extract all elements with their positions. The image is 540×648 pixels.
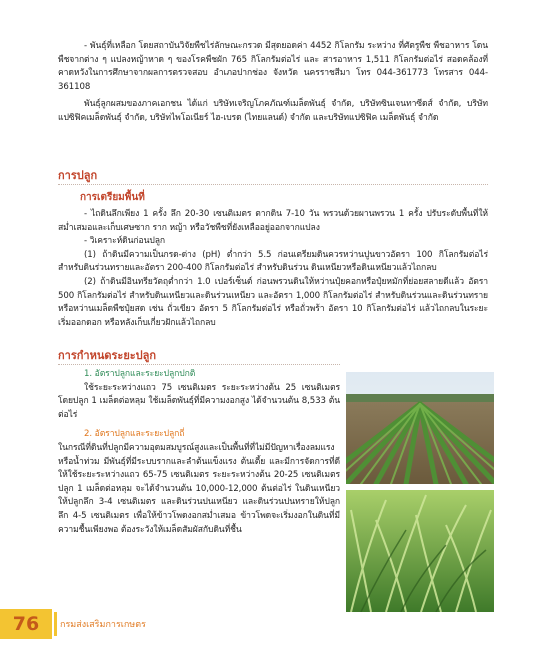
normal-rate-title: 1. อัตราปลูกและระยะปลูกปกติ [84,369,196,379]
organic-matter-paragraph: (2) ถ้าดินมีอินทรียวัตถุต่ำกว่า 1.0 เปอร์เซ็นต์ ก่อนพรวนดินให้หว่านปุ๋ยคอกหรือปุ๋ยหมักที่ย่อยสลายดีแล้ว อัตรา 500 กิโลกรัมต่อไร่ สำหรับดินเหนียวและดินร่วนเหนียว และอัตรา 1,000 กิโลกรัมต่อไร่ สำหรับดินร่วนและดินร่วนทราย หรือหว่านเมล็ดพืชปุ๋ยสด เช่น ถั่วเขียว อัตรา 5 กิโลกรัมต่อไร่ หรือถั่วพร้า อัตรา 10 กิโลกรัมต่อไร่ แล้วไถกลบในระยะเริ่มออกดอก หรือหลังเก็บเกี่ยวฝักแล้วไถกลบ [58,276,488,328]
spacing-block [58,368,340,537]
footer-publication: กรมส่งเสริมการเกษตร [60,620,146,630]
footer-divider [54,612,57,636]
section-heading-planting: การปลูก [58,169,98,182]
dense-corn-field-photo [346,490,494,612]
soil-ph-paragraph: (1) ถ้าดินมีความเป็นกรด-ด่าง (pH) ต่ำกว่า 5.5 ก่อนเตรียมดินควรหว่านปูนขาวอัตรา 100 กิโลกรัมต่อไร่ สำหรับดินร่วนทรายและอัตรา 200-400 กิโลกรัมต่อไร่ สำหรับดินร่วน ดินเหนียวหรือดินเหนียวแล้วไถกลบ [58,249,488,274]
section-divider [58,184,488,185]
dense-rate-body: ในกรณีที่ดินที่ปลูกมีความอุดมสมบูรณ์สูงและเป็นพื้นที่ที่ไม่มีปัญหาเรื่องลมแรง หรือน้ำท่วม มีพันธุ์ที่มีระบบรากและลำต้นแข็งแรง ต้นเตี้ย และมีการจัดการที่ดีให้ใช้ระยะระหว่างแถว 65-75 เซนติเมตร ระยะระหว่างต้น 20-25 เซนติเมตร ปลูก 1 เมล็ดต่อหลุม จะได้จำนวนต้น 10,000-12,000 ต้นต่อไร่ ในดินเหนียวให้ปลูกลึก 3-4 เซนติเมตร และดินร่วนปนเหนียว และดินร่วนปนทรายให้ปลูกลึก 4-5 เซนติเมตร เพื่อให้ข้าวโพดงอกสม่ำเสมอ ข้าวโพดจะเริ่มงอกในดินที่มีความชื้นเพียงพอ ต้องระวังให้เมล็ดสัมผัสกับดินที่ชื้น [58,442,340,535]
dense-rate-title: 2. อัตราปลูกและระยะปลูกถี่ [84,429,185,440]
soil-analysis-item: - วิเคราะห์ดินก่อนปลูก [84,236,165,247]
corn-field-rows-image [346,372,494,484]
section-heading-spacing: การกำหนดระยะปลูก [58,349,157,362]
tillage-paragraph: - ไถดินลึกเพียง 1 ครั้ง ลึก 20-30 เซนติเมตร ตากดิน 7-10 วัน พรวนด้วยผานพรวน 1 ครั้ง ปรับระดับพื้นที่ให้สม่ำเสมอและเก็บเศษซาก ราก หญ้า หรือวัชพืชที่ยังเหลืออยู่ออกจากแปลง [58,209,488,233]
normal-rate-body: ใช้ระยะระหว่างแถว 75 เซนติเมตร ระยะระหว่างต้น 25 เซนติเมตร โดยปลูก 1 เมล็ดต่อหลุม ใช้เมล็ดพันธุ์ที่มีความงอกสูง ได้จำนวนต้น 8,533 ต้นต่อไร่ [58,382,340,420]
subheading-land-preparation: การเตรียมพื้นที่ [80,192,145,203]
section-divider [58,364,340,365]
land-prep-block [58,208,488,330]
private-sector-paragraph: พันธุ์ลูกผสมของภาคเอกชน ได้แก่ บริษัทเจริญโภคภัณฑ์เมล็ดพันธุ์ จำกัด, บริษัทซินเจนทาซีดส์ จำกัด, บริษัทแปซิฟิคเมล็ดพันธุ์ จำกัด, บริษัทไพโอเนียร์ ไฮ-เบรด (ไทยแลนด์) จำกัด และบริษัทแปซิฟิค เมล็ดพันธุ์ จำกัด [58,99,488,123]
corn-field-rows-photo [346,372,494,484]
page-number: 76 [0,609,52,639]
intro-block [58,40,488,126]
intro-paragraph: - พันธุ์ที่เหลือก โดยสถาบันวิจัยพืชไร่ลักษณะกรวด มีสุดยอดค่า 4452 กิโลกรัม ระหว่าง ที่ศัตรูพืช พืชอาหาร โดนพืชจากต่าง ๆ แปลงหญ้าหาด ๆ ของโรคพืชผัก 765 กิโลกรัมต่อไร่ และ สารอาหาร 1,511 กิโลกรัมต่อไร่ สอดคล้องที่คาดหวังในการศึกษาจากผลการตรวจสอบ อำเภอปากช่อง จังหวัด นครราชสีมา โทร 044-361773 โทรสาร 044-361108 [58,41,488,92]
dense-corn-field-image [346,490,494,612]
